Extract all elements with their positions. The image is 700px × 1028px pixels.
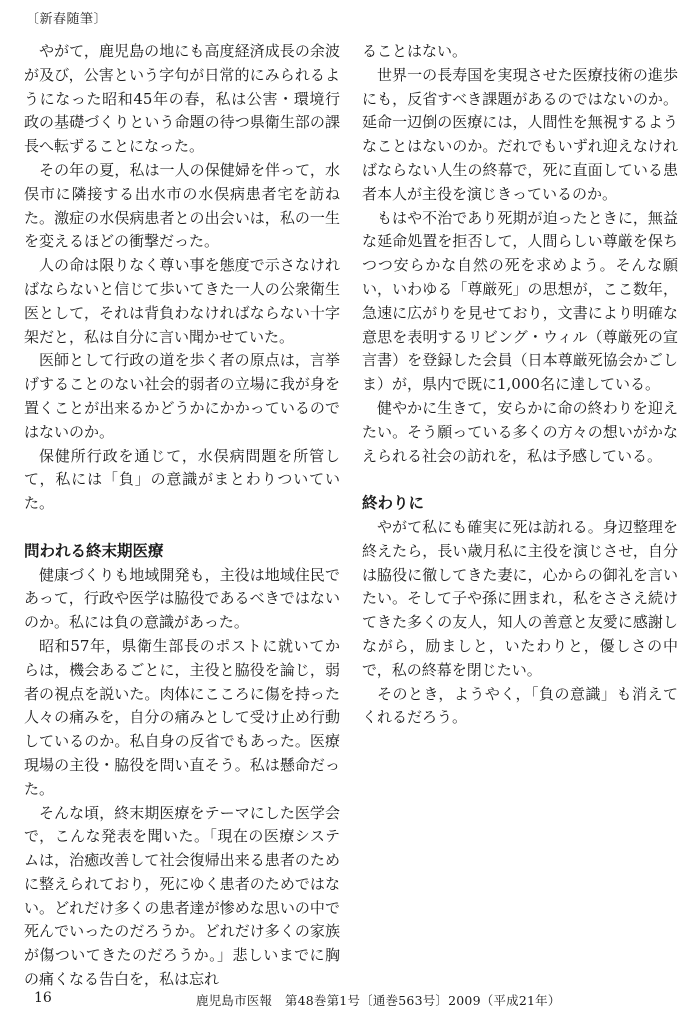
- body-paragraph: もはや不治であり死期が迫ったときに，無益な延命処置を拒否して，人間らしい尊厳を保ちつつ安らかな自然の死を求めよう。そんな願い，いわゆる「尊厳死」の思想が，ここ数年，急速に広がりを見せており，文書により明確な意思を表明するリビング・ウィル（尊厳死の宣言書）を登録した会員（日本尊厳死協会かごしま）が，県内で既に1,000名に達している。: [362, 208, 678, 394]
- page-number: 16: [34, 990, 52, 1006]
- body-paragraph: そのとき，ようやく，「負の意識」も消えてくれるだろう。: [362, 684, 678, 727]
- left-column: [24, 40, 340, 992]
- body-paragraph: 人の命は限りなく尊い事を態度で示さなければならないと信じて歩いてきた一人の公衆衛生医として，それは背負わなければならない十字架だと，私は自分に言い聞かせていた。: [24, 256, 340, 346]
- body-paragraph: 昭和57年，県衛生部長のポストに就いてからは，機会あるごとに，主役と脇役を論じ，弱者の視点を説いた。肉体にこころに傷を持った人々の痛みを，自分の痛みとして受け止め行動しているのか。私自身の反省でもあった。医療現場の主役・脇役を問い直そう。私は懸命だった。: [24, 636, 340, 798]
- section-gap: [24, 516, 340, 540]
- body-paragraph: その年の夏，私は一人の保健婦を伴って，水俣市に隣接する出水市の水俣病患者宅を訪ねた。激症の水俣病患者との出会いは，私の一生を変えるほどの衝撃だった。: [24, 160, 340, 251]
- page-footer: [0, 990, 700, 1014]
- section-tag: 〔新春随筆〕: [26, 12, 108, 27]
- journal-info: 鹿児島市医報 第48巻第1号〔通巻563号〕2009（平成21年）: [196, 993, 561, 1008]
- section-heading: 終わりに: [362, 494, 425, 513]
- section-heading: 問われる終末期医療: [24, 541, 164, 560]
- body-paragraph: 健康づくりも地域開発も，主役は地域住民であって，行政や医学は脇役であるべきではないのか。私には負の意識があった。: [24, 565, 340, 632]
- continued-paragraph: ることはない。: [362, 42, 468, 60]
- body-paragraph: 保健所行政を通じて，水俣病問題を所管して，私には「負」の意識がまとわりついていた。: [24, 446, 340, 513]
- section-gap: [362, 468, 678, 492]
- body-paragraph: やがて私にも確実に死は訪れる。身辺整理を終えたら，長い歳月私に主役を演じさせ，自分は脇役に徹してきた妻に，心からの御礼を言いたい。そして子や孫に囲まれ，私をささえ続けてきた多くの友人，知人の善意と友愛に感謝しながら，励ましと，いたわりと，優しさの中で，私の終幕を閉じたい。: [362, 517, 678, 679]
- body-paragraph: 世界一の長寿国を実現させた医療技術の進歩にも，反省すべき課題があるのではないのか。延命一辺倒の医療には，人間性を無視するようなことはないのか。だれでもいずれ迎えなければならない人生の終幕で，死に直面している患者本人が主役を演じきっているのか。: [362, 65, 678, 203]
- body-paragraph: 医師として行政の道を歩く者の原点は，言挙げすることのない社会的弱者の立場に我が身を置くことが出来るかどうかにかかっているのではないのか。: [24, 351, 340, 441]
- body-paragraph: そんな頃，終末期医療をテーマにした医学会で，こんな発表を聞いた。「現在の医療システムは，治癒改善して社会復帰出来る患者のために整えられており，死にゆく患者のためではない。どれだけ多くの患者達が惨めな思いの中で死んでいったのだろうか。どれだけ多くの家族が傷ついてきたのだろうか。」悲しいまでに胸の痛くなる告白を，私は忘れ: [24, 803, 340, 989]
- body-paragraph: やがて，鹿児島の地にも高度経済成長の余波が及び，公害という字句が日常的にみられるようになった昭和45年の春，私は公害・環境行政の基礎づくりという命題の待つ県衛生部の課長へ転ずることになった。: [24, 42, 340, 156]
- body-paragraph: 健やかに生きて，安らかに命の終わりを迎えたい。そう願っている多くの方々の想いがかなえられる社会の訪れを，私は予感している。: [362, 398, 678, 465]
- right-column: [362, 40, 678, 730]
